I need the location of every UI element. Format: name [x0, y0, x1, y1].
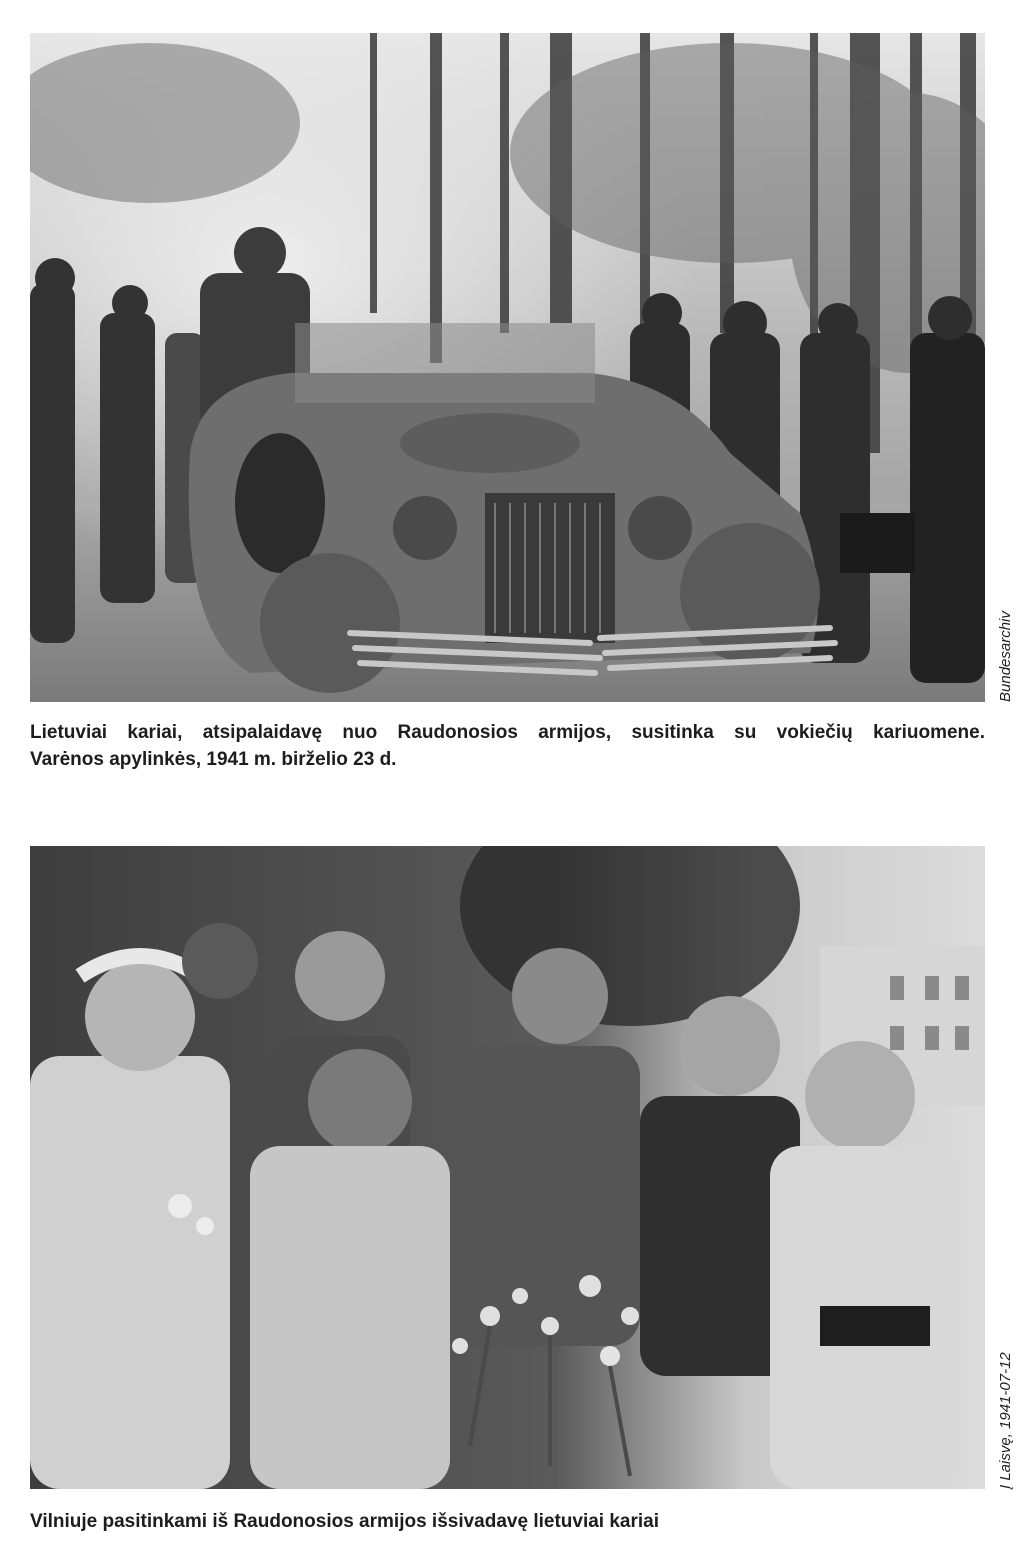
caption-line: Lietuviai kariai, atsipalaidavę nuo Raudonosios armijos, susitinka su vokiečių kariuomene.: [30, 722, 985, 743]
photo-women-greeting-soldiers: [30, 846, 985, 1489]
photo-credit: Bundesarchiv: [997, 611, 1014, 702]
caption-line: Varėnos apylinkės, 1941 m. birželio 23 d.: [30, 749, 397, 770]
photo-soldiers-car-forest: [30, 33, 985, 702]
photo-soldiers-car-forest-image: [30, 33, 985, 702]
photo-caption: Vilniuje pasitinkami iš Raudonosios armijos išsivadavę lietuviai kariai: [30, 1511, 660, 1532]
photo-women-greeting-soldiers-image: [30, 846, 985, 1489]
photo-credit: Į Laisvę, 1941-07-12: [997, 1352, 1014, 1489]
photo-caption: [30, 719, 985, 773]
